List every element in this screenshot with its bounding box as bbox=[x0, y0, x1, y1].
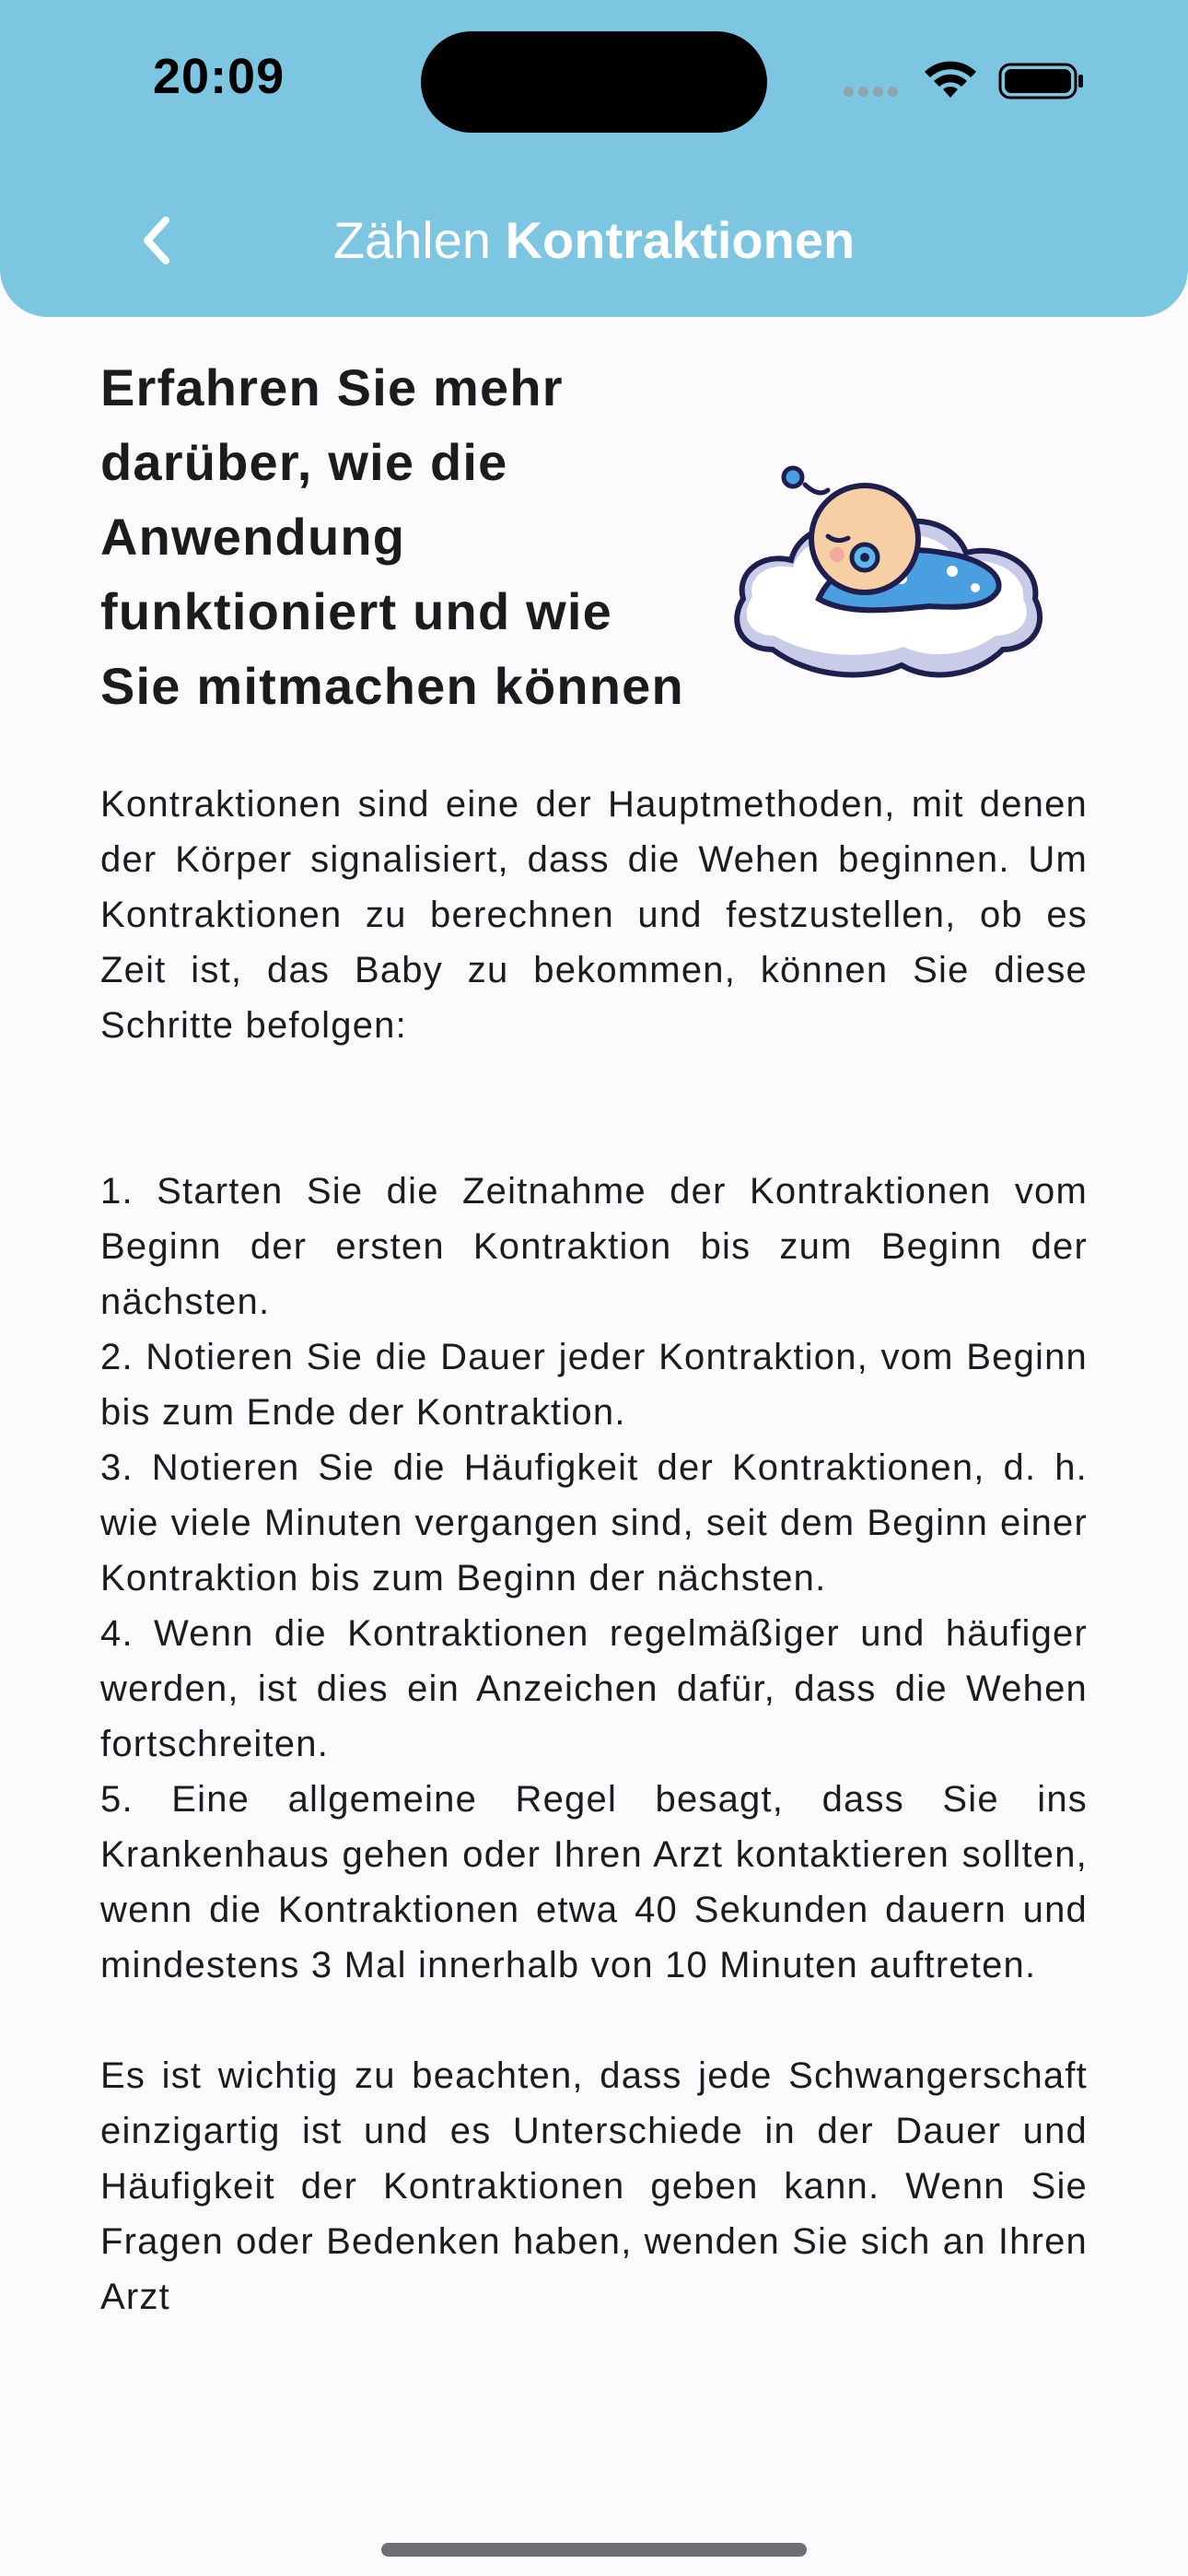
home-indicator[interactable] bbox=[381, 2543, 807, 2557]
wifi-icon bbox=[921, 57, 980, 101]
intro-paragraph: Kontraktionen sind eine der Hauptmethoden, mit denen der Körper signalisiert, dass die Wehen beginnen. Um Kontraktionen zu berechnen und festzustellen, ob es Zeit ist, das Baby zu bekommen, können Sie diese Schritte befolgen: bbox=[100, 784, 1088, 1046]
title-bold: Kontraktionen bbox=[505, 211, 856, 269]
article-heading: Erfahren Sie mehr darüber, wie die Anwendung funktioniert und wie Sie mitmachen können bbox=[100, 358, 684, 715]
page-title bbox=[0, 208, 1188, 273]
step-item: 3. Notieren Sie die Häufigkeit der Kontraktionen, d. h. wie viele Minuten vergangen sind, seit dem Beginn einer Kontraktion bis zum Beginn der nächsten. bbox=[100, 1447, 1088, 1598]
step-item: 5. Eine allgemeine Regel besagt, dass Sie ins Krankenhaus gehen oder Ihren Arzt kontaktieren sollten, wenn die Kontraktionen etwa 40 Sekunden dauern und mindestens 3 Mal innerhalb von 10 Minuten auftreten. bbox=[100, 1779, 1088, 1985]
nav-header bbox=[0, 0, 1188, 317]
closing-paragraph: Es ist wichtig zu beachten, dass jede Schwangerschaft einzigartig ist und es Unterschiede in der Dauer und Häufigkeit der Kontraktionen geben kann. Wenn Sie Fragen oder Bedenken haben, wenden Sie sich an Ihren Arzt bbox=[100, 2055, 1088, 2317]
dynamic-island bbox=[421, 31, 767, 133]
step-item: 2. Notieren Sie die Dauer jeder Kontraktion, vom Beginn bis zum Ende der Kontraktion. bbox=[100, 1337, 1088, 1433]
step-item: 4. Wenn die Kontraktionen regelmäßiger und häufiger werden, ist dies ein Anzeichen dafür, dass die Wehen fortschreiten. bbox=[100, 1613, 1088, 1764]
cellular-signal-icon bbox=[844, 85, 903, 101]
status-time: 20:09 bbox=[153, 49, 285, 104]
article-content bbox=[100, 350, 1088, 2324]
battery-icon bbox=[998, 61, 1085, 101]
sleeping-baby-on-cloud-illustration bbox=[727, 451, 1058, 691]
title-regular: Zählen bbox=[332, 211, 506, 269]
step-item: 1. Starten Sie die Zeitnahme der Kontraktionen vom Beginn der ersten Kontraktion bis zum Beginn der nächsten. bbox=[100, 1171, 1088, 1322]
